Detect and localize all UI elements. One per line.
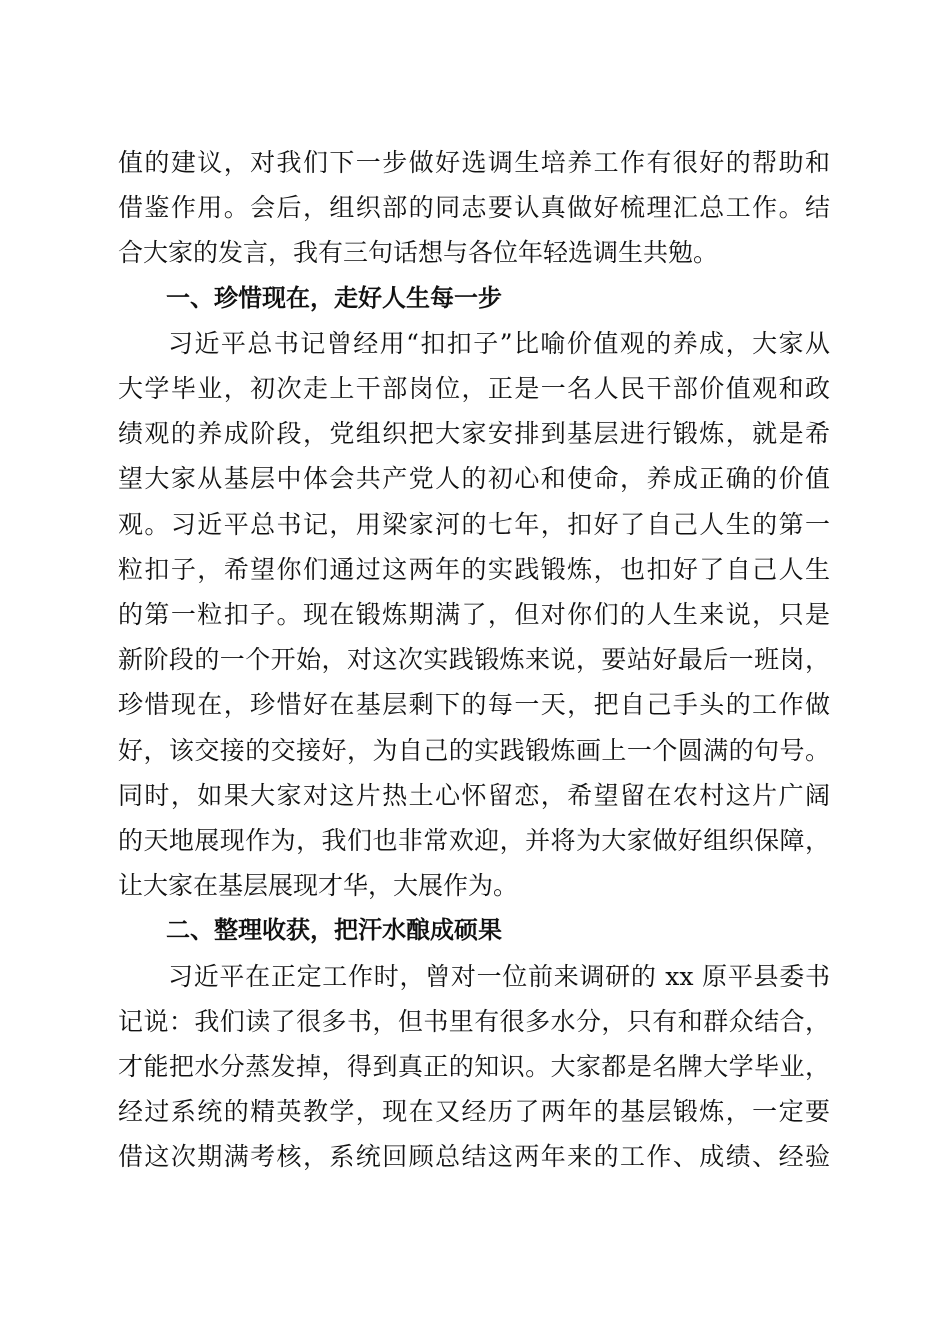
text-line: 借这次期满考核，系统回顾总结这两年来的工作、成绩、经验 (118, 1142, 830, 1172)
text-line: 新阶段的一个开始，对这次实践锻炼来说，要站好最后一班岗， (118, 645, 830, 675)
text-line: 绩观的养成阶段，党组织把大家安排到基层进行锻炼，就是希 (118, 419, 830, 449)
text-line: 的第一粒扣子。现在锻炼期满了，但对你们的人生来说，只是 (118, 600, 830, 630)
text-line: 记说：我们读了很多书，但书里有很多水分，只有和群众结合， (118, 1006, 830, 1036)
paragraph-section-2 (118, 954, 830, 1180)
text-line: 值的建议，对我们下一步做好选调生培养工作有很好的帮助和 (118, 148, 830, 177)
text-line: 才能把水分蒸发掉，得到真正的知识。大家都是名牌大学毕业， (118, 1052, 830, 1082)
paragraph-intro-continuation (118, 140, 830, 276)
section-heading-2: 二、整理收获，把汗水酿成硕果 (166, 916, 502, 945)
text-line: 习近平在正定工作时，曾对一位前来调研的 xx 原平县委书 (168, 961, 830, 991)
document-body (118, 140, 830, 1180)
paragraph-section-1 (118, 321, 830, 909)
text-line: 合大家的发言，我有三句话想与各位年轻选调生共勉。 (118, 238, 719, 268)
text-line: 的天地展现作为，我们也非常欢迎，并将为大家做好组织保障， (118, 826, 830, 856)
section-heading-1: 一、珍惜现在，走好人生每一步 (166, 283, 502, 312)
text-line: 观。习近平总书记，用梁家河的七年，扣好了自己人生的第一 (118, 509, 830, 539)
text-line: 粒扣子，希望你们通过这两年的实践锻炼，也扣好了自己人生 (118, 554, 830, 584)
text-line: 让大家在基层展现才华，大展作为。 (118, 871, 519, 901)
text-line: 经过系统的精英教学，现在又经历了两年的基层锻炼，一定要 (118, 1097, 830, 1127)
text-line: 望大家从基层中体会共产党人的初心和使命，养成正确的价值 (118, 464, 830, 494)
text-line: 珍惜现在，珍惜好在基层剩下的每一天，把自己手头的工作做 (118, 690, 830, 720)
text-line: 习近平总书记曾经用“扣扣子”比喻价值观的养成，大家从 (168, 328, 830, 358)
text-line: 好，该交接的交接好，为自己的实践锻炼画上一个圆满的句号。 (118, 735, 830, 765)
text-line: 大学毕业，初次走上干部岗位，正是一名人民干部价值观和政 (118, 374, 830, 404)
text-line: 借鉴作用。会后，组织部的同志要认真做好梳理汇总工作。结 (118, 193, 830, 223)
text-line: 同时，如果大家对这片热土心怀留恋，希望留在农村这片广阔 (118, 780, 830, 810)
